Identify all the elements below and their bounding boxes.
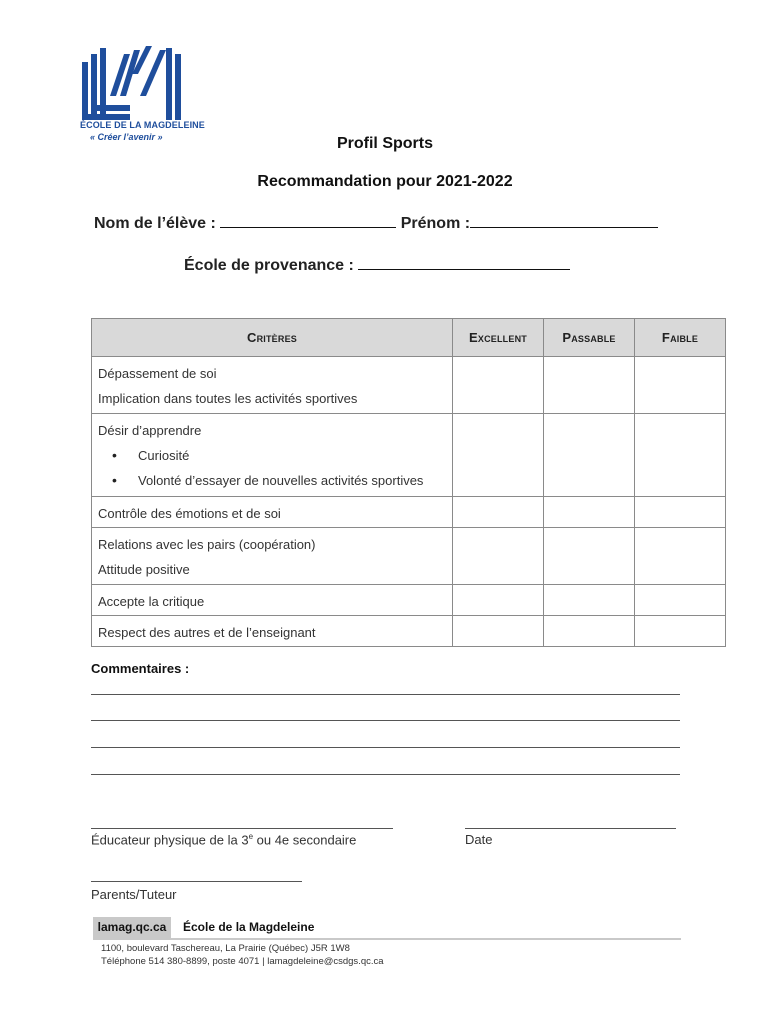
criteria-cell [92, 357, 453, 414]
criteria-cell [92, 616, 453, 647]
comment-line-1[interactable] [91, 694, 680, 695]
criteria-text: Implication dans toutes les activités sportives [98, 391, 358, 406]
footer-school-name: École de la Magdeleine [183, 920, 315, 934]
criteria-text: Désir d’apprendre [98, 423, 202, 438]
comment-line-2[interactable] [91, 720, 680, 721]
parents-signature-line[interactable] [91, 881, 302, 882]
rating-cell-passable[interactable] [544, 414, 635, 497]
criteria-bullet-text: Curiosité [138, 448, 190, 463]
school-logo-mark-icon [80, 44, 188, 122]
origin-school-label: École de provenance : [184, 257, 354, 274]
criteria-bullet [98, 468, 452, 493]
criteria-bullet [98, 443, 452, 468]
bullet-icon: • [112, 472, 117, 488]
rating-cell-passable[interactable] [544, 585, 635, 616]
comments-label: Commentaires : [91, 661, 190, 676]
table-row [92, 585, 726, 616]
table-row [92, 357, 726, 414]
student-name-field[interactable] [220, 213, 396, 228]
origin-school-field[interactable] [358, 255, 570, 270]
criteria-text: Dépassement de soi [98, 366, 217, 381]
criteria-text: Attitude positive [98, 562, 190, 577]
footer-website-badge: lamag.qc.ca [93, 917, 171, 938]
rating-cell-passable[interactable] [544, 357, 635, 414]
table-row [92, 414, 726, 497]
date-line[interactable] [465, 828, 676, 829]
rating-cell-faible[interactable] [635, 616, 726, 647]
parents-signature-label: Parents/Tuteur [91, 887, 177, 902]
table-row [92, 497, 726, 528]
rating-cell-passable[interactable] [544, 497, 635, 528]
educator-signature-label: Éducateur physique de la 3e ou 4e secondaire [91, 832, 357, 848]
criteria-cell [92, 585, 453, 616]
date-label: Date [465, 832, 493, 847]
criteria-bullet-text: Volonté d’essayer de nouvelles activités sportives [138, 473, 424, 488]
logo-motto: « Créer l’avenir » [90, 132, 163, 142]
origin-school-row [184, 255, 570, 275]
criteria-cell [92, 497, 453, 528]
rating-cell-excellent[interactable] [453, 528, 544, 585]
first-name-label: Prénom : [400, 215, 471, 232]
footer-address: 1100, boulevard Taschereau, La Prairie (Québec) J5R 1W8 [101, 943, 350, 954]
criteria-text: Contrôle des émotions et de soi [98, 506, 281, 521]
footer-contact: Téléphone 514 380-8899, poste 4071 | lamagdeleine@csdgs.qc.ca [101, 956, 384, 967]
criteria-text: Respect des autres et de l’enseignant [98, 625, 316, 640]
rating-cell-excellent[interactable] [453, 414, 544, 497]
table-row [92, 616, 726, 647]
criteria-cell [92, 528, 453, 585]
criteria-table [91, 318, 726, 647]
criteria-text: Accepte la critique [98, 594, 205, 609]
rating-cell-passable[interactable] [544, 528, 635, 585]
rating-cell-faible[interactable] [635, 528, 726, 585]
header-excellent: Excellent [453, 319, 544, 357]
rating-cell-passable[interactable] [544, 616, 635, 647]
educator-signature-line[interactable] [91, 828, 393, 829]
logo-school-name: ÉCOLE DE LA MAGDELEINE [80, 120, 205, 130]
student-name-row [94, 213, 658, 233]
table-row [92, 528, 726, 585]
table-header-row [92, 319, 726, 357]
criteria-cell [92, 414, 453, 497]
comment-line-3[interactable] [91, 747, 680, 748]
rating-cell-excellent[interactable] [453, 497, 544, 528]
header-criteria: Critères [92, 319, 453, 357]
rating-cell-excellent[interactable] [453, 616, 544, 647]
bullet-icon: • [112, 447, 117, 463]
rating-cell-faible[interactable] [635, 414, 726, 497]
student-name-label: Nom de l’élève : [94, 215, 216, 232]
footer-divider [93, 938, 681, 940]
header-faible: Faible [635, 319, 726, 357]
criteria-text: Relations avec les pairs (coopération) [98, 537, 316, 552]
rating-cell-faible[interactable] [635, 585, 726, 616]
rating-cell-faible[interactable] [635, 497, 726, 528]
rating-cell-excellent[interactable] [453, 357, 544, 414]
comment-line-4[interactable] [91, 774, 680, 775]
rating-cell-faible[interactable] [635, 357, 726, 414]
form-title: Profil Sports [336, 135, 433, 152]
first-name-field[interactable] [470, 213, 658, 228]
rating-cell-excellent[interactable] [453, 585, 544, 616]
header-passable: Passable [544, 319, 635, 357]
form-subtitle: Recommandation pour 2021-2022 [257, 173, 513, 190]
